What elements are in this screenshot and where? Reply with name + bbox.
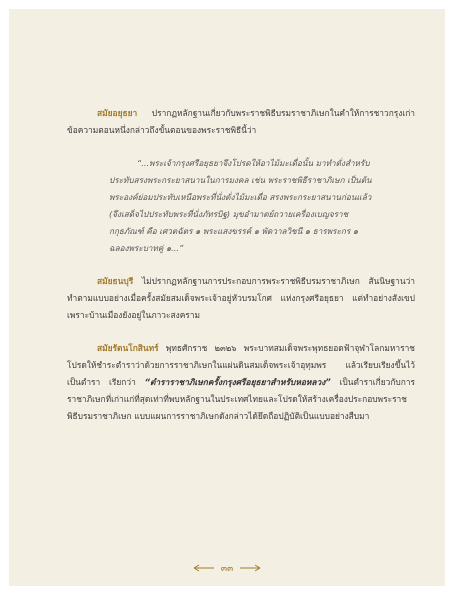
quote-line: พระองค์ย่อมประทับเหนือพระที่นั่งตั่งไม้มะเดื่อ สรงพระกระยาสนานก่อนแล้ว [109,192,372,202]
document-page [9,9,445,586]
paragraph-rattanakosin [67,340,415,425]
paragraph-lead-ayutthaya: สมัยอยุธยา [97,108,138,118]
paragraph-text-ayutthaya: ปรากฏหลักฐานเกี่ยวกับพระราชพิธีบรมราชาภิเษกในคำให้การชาวกรุงเก่า ข้อความตอนหนึ่งกล่าวถึงขั้นตอนของพระราชพิธีนี้ว่า [67,108,415,135]
arrow-left-icon [193,564,215,572]
page-footer [9,561,445,575]
page-content [67,105,415,425]
treatise-title-emphasis: “ตำราราชาภิเษกครั้งกรุงศรีอยุธยาสำหรับหอหลวง” [144,377,331,387]
quote-line: ประทับสรงพระกระยาสนานในการมงคล เช่น พระราชพิธีราชาภิเษก เป็นต้น [109,175,372,185]
quote-line: กกุธภัณฑ์ คือ เศวตฉัตร ๑ พระแสงขรรค์ ๑ พัดวาลวิชนี ๑ ธารพระกร ๑ [109,226,359,236]
paragraph-ayutthaya [67,105,415,139]
quote-line: (จึงเสด็จไปประทับพระที่นั่งภัทรบิฐ) มุขอำมาตย์ถวายเครื่องเบญจราช [109,209,349,219]
paragraph-text-thonburi: ไม่ปรากฏหลักฐานการประกอบการพระราชพิธีบรมราชาภิเษก สันนิษฐานว่า ทำตามแบบอย่างเมื่อครั้งสมัยสมเด็จพระเจ้าอยู่หัวบรมโกศ แห่งกรุงศรีอยุธยา แต่ทำอย่างสังเขป เพราะบ้านเมืองยังอยู่ในภาวะสงคราม [67,276,415,320]
quote-line: ฉลองพระบาทคู่ ๑...” [109,243,184,253]
paragraph-text-rattanakosin-before: พุทธศักราช ๒๓๒๖ พระบาทสมเด็จพระพุทธยอดฟ้าจุฬาโลกมหาราช โปรดให้ชำระตำราว่าด้วยการราชาภิเษกในแผ่นดินสมเด็จพระเจ้าอุทุมพร แล้วเรียบเรียงขึ้นไว้ เป็นตำรา เรียกว่า [67,343,415,387]
paragraph-lead-thonburi: สมัยธนบุรี [97,276,134,286]
paragraph-text-rattanakosin-after: เป็นตำราเกี่ยวกับการราชาภิเษกที่เก่าแก่ที่สุดเท่าที่พบหลักฐานในประเทศไทยและโปรดให้สร้างเครื่องประกอบพระราช พิธีบรมราชาภิเษก แบบแผนการราชาภิเษกดังกล่าวได้ยึดถือปฏิบัติเป็นแบบอย่างสืบมา [67,377,415,421]
paragraph-thonburi [67,273,415,324]
quotation-block [109,155,415,257]
quote-line: “...พระเจ้ากรุงศรีอยุธยาจึงโปรดให้อาไม้มะเดื่อนั้น มาทำตั่งสำหรับ [137,158,370,168]
page-number: ๓๓ [220,564,234,574]
arrow-right-icon [239,564,261,572]
paragraph-lead-rattanakosin: สมัยรัตนโกสินทร์ [97,343,159,353]
